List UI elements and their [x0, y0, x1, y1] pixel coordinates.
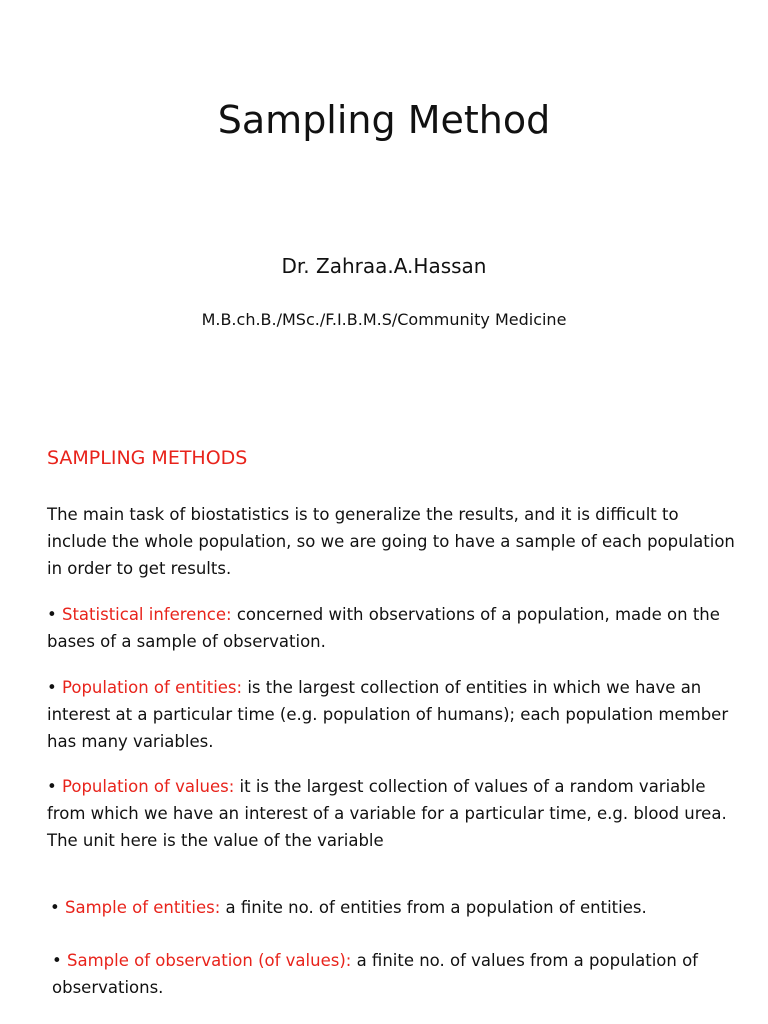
bullet-population-of-values — [47, 773, 737, 854]
section-heading: SAMPLING METHODS — [47, 447, 248, 469]
bullet-marker: • — [50, 898, 60, 917]
bullet-statistical-inference — [47, 601, 737, 655]
bullet-marker: • — [47, 605, 57, 624]
bullet-term: Population of entities: — [61, 678, 243, 697]
author-name: Dr. Zahraa.A.Hassan — [281, 254, 487, 278]
bullet-text: it is the largest collection of values of a random variable from which we have an interest of a variable for a particular time, e.g. blood urea. The unit here is the value of the variable — [47, 777, 727, 850]
bullet-text: concerned with observations of a population, made on the bases of a sample of observation. — [47, 605, 720, 651]
page-title: Sampling Method — [217, 98, 551, 142]
bullet-population-of-entities — [47, 674, 737, 755]
bullet-text: is the largest collection of entities in which we have an interest at a particular time (e.g. population of humans); each population member has many variables. — [47, 678, 729, 751]
bullet-term: Population of values: — [61, 777, 235, 796]
bullet-text: a finite no. of entities from a population of entities. — [220, 898, 647, 917]
bullet-marker: • — [47, 777, 57, 796]
intro-paragraph: The main task of biostatistics is to generalize the results, and it is difficult to include the whole population, so we are going to have a sample of each population in order to get results. — [47, 505, 735, 578]
author-credentials: M.B.ch.B./MSc./F.I.B.M.S/Community Medicine — [201, 310, 567, 329]
bullet-marker: • — [47, 678, 57, 697]
bullet-term: Sample of entities: — [64, 898, 221, 917]
bullet-marker: • — [52, 951, 62, 970]
bullet-term: Sample of observation (of values): — [66, 951, 352, 970]
bullet-sample-of-observation — [52, 947, 712, 1001]
bullet-term: Statistical inference: — [61, 605, 232, 624]
bullet-text: a finite no. of values from a population of observations. — [52, 951, 698, 997]
bullet-sample-of-entities — [50, 894, 740, 921]
